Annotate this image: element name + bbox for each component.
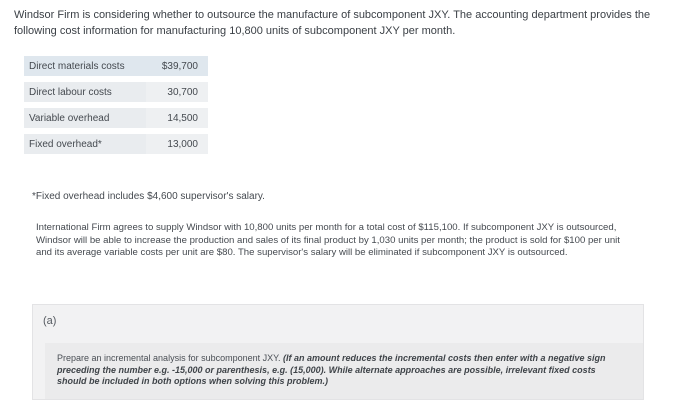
cost-row-variable-overhead [24,108,208,128]
cost-value: 30,700 [146,82,208,102]
problem-details: International Firm agrees to supply Windsor with 10,800 units per month for a total cost of $115,100. If subcomponent JXY is outsourced, Windsor will be able to increase the production and sales of its final product by 1,030 units per month; the product is sold for $100 per unit and its average variable costs per unit are $80. The supervisor's salary will be eliminated if subcomponent JXY is outsourced. [36,222,620,258]
cost-label: Direct materials costs [24,56,146,76]
cost-label: Fixed overhead* [24,134,146,154]
cost-row-direct-labour [24,82,208,102]
problem-intro: Windsor Firm is considering whether to outsource the manufacture of subcomponent JXY. The accounting department provides the following cost information for manufacturing 10,800 units of subcomponent JXY per month. [14,9,651,37]
cost-label: Direct labour costs [24,82,146,102]
question-instruction [57,353,617,388]
cost-row-fixed-overhead [24,134,208,154]
instruction-text: Prepare an incremental analysis for subcomponent JXY. [57,353,283,363]
cost-value: $39,700 [146,56,208,76]
cost-value: 14,500 [146,108,208,128]
cost-label: Variable overhead [24,108,146,128]
cost-value: 13,000 [146,134,208,154]
instruction-emphasis: (If an amount reduces the incremental costs then enter with a negative sign preceding the number e.g. -15,000 or parenthesis, e.g. (15,000). While alternate approaches are possible, irrelevant fixed costs should be included in both options when solving this problem.) [57,353,606,386]
cost-table [24,56,208,154]
part-label: (a) [43,315,57,327]
cost-row-direct-materials [24,56,208,76]
question-panel [32,304,644,400]
fixed-overhead-footnote: *Fixed overhead includes $4,600 supervisor's salary. [32,191,265,202]
